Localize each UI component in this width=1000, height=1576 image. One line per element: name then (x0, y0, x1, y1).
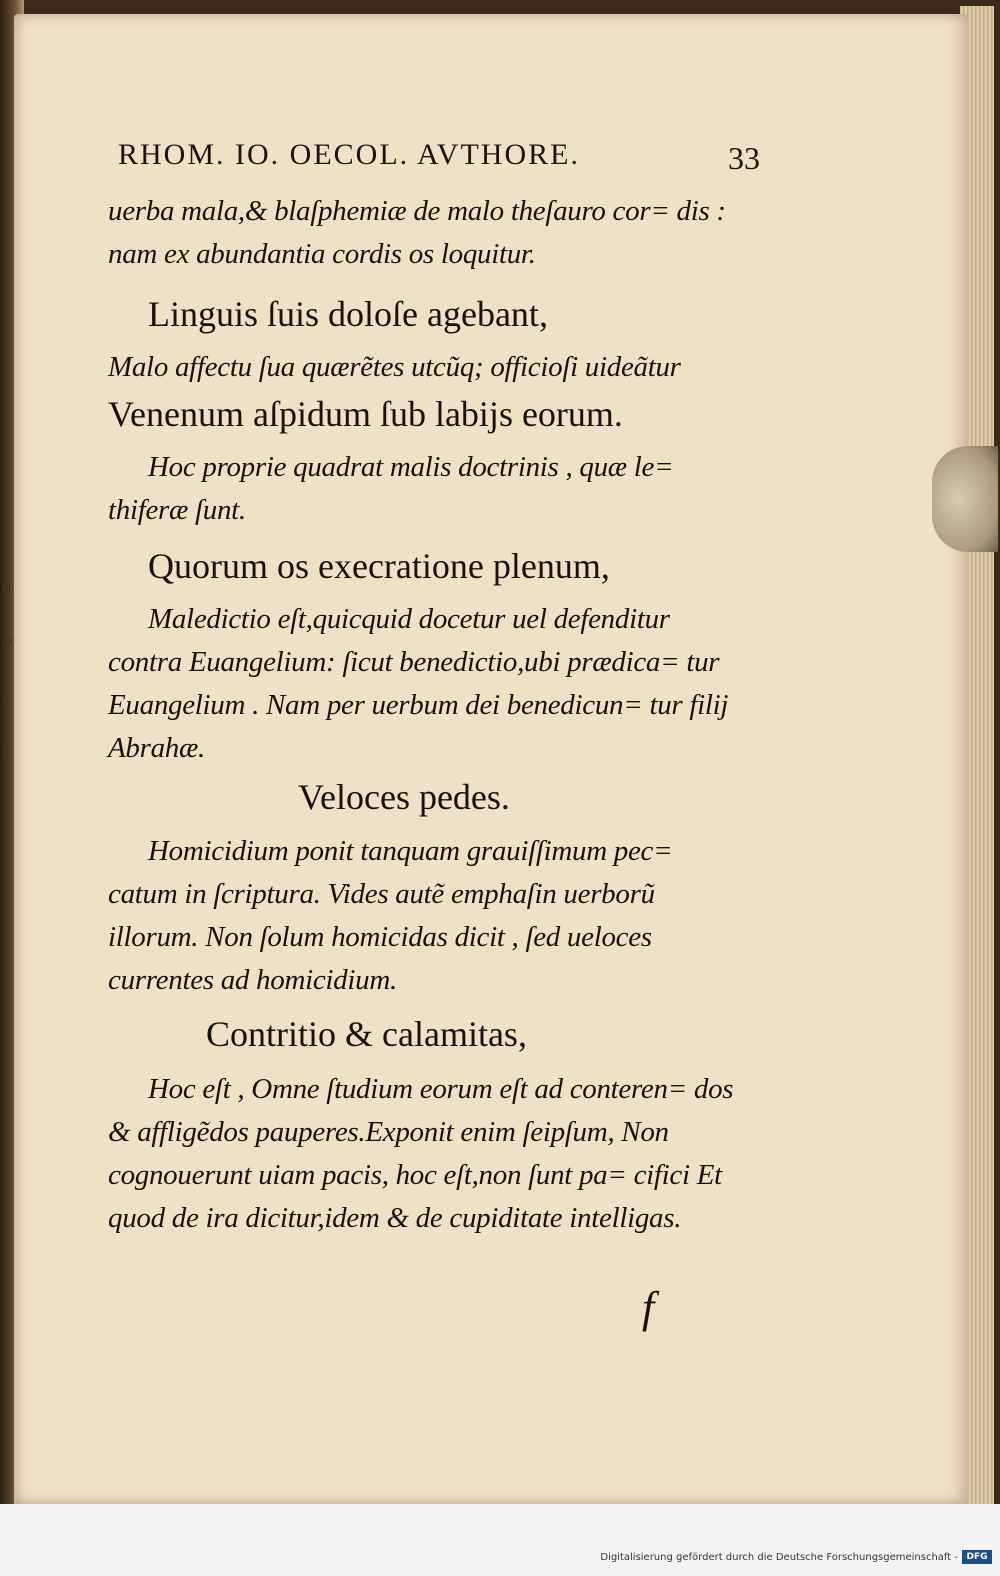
verse-heading: Quorum os execratione plenum, (148, 546, 610, 586)
comment-block: Malo affectu ſua quærẽtes utcũq; officioſi uideãtur (108, 351, 681, 383)
digitization-credit: Digitalisierung gefördert durch die Deutsche Forschungsgemeinschaft - (600, 1552, 958, 1563)
dfg-logo: DFG (962, 1550, 992, 1564)
comment-block: Maledictio eſt,quicquid docetur uel defenditur contra Euangelium: ſicut benedictio,ubi prædica= tur Euangelium . Nam per uerbum dei benedicun= tur filij Abrahæ. (108, 603, 729, 764)
running-head: RHOM. IO. OECOL. AVTHORE. (118, 138, 580, 171)
verse-heading: Contritio & calamitas, (206, 1014, 527, 1054)
comment-block: Homicidium ponit tanquam grauiſſimum pec= catum in ſcriptura. Vides autẽ emphaſin uerborũ illorum. Non ſolum homicidas dicit , ſed ueloces currentes ad homicidium. (108, 835, 673, 996)
comment-block: Hoc eſt , Omne ſtudium eorum eſt ad conteren= dos & affligẽdos pauperes.Exponit enim ſeipſum, Non cognouerunt uiam pacis, hoc eſt,non ſunt pa= cifici Et quod de ira dicitur,idem & de cupiditate intelligas. (108, 1073, 734, 1234)
page-clip (932, 446, 998, 552)
verse-heading: Linguis ſuis doloſe agebant, (148, 294, 548, 334)
signature-mark: f (642, 1283, 655, 1332)
footer-strip (0, 1504, 1000, 1576)
comment-block: Hoc proprie quadrat malis doctrinis , quæ le= thiferæ ſunt. (108, 451, 674, 526)
facing-page-edge-letters: a o , r (2, 576, 12, 760)
page-number: 33 (728, 140, 760, 176)
verse-heading: Venenum aſpidum ſub labijs eorum. (108, 394, 623, 434)
verse-heading: Veloces pedes. (298, 777, 510, 817)
comment-block: uerba mala,& blaſphemiæ de malo theſauro cor= dis : nam ex abundantia cordis os loquitur. (108, 195, 726, 270)
